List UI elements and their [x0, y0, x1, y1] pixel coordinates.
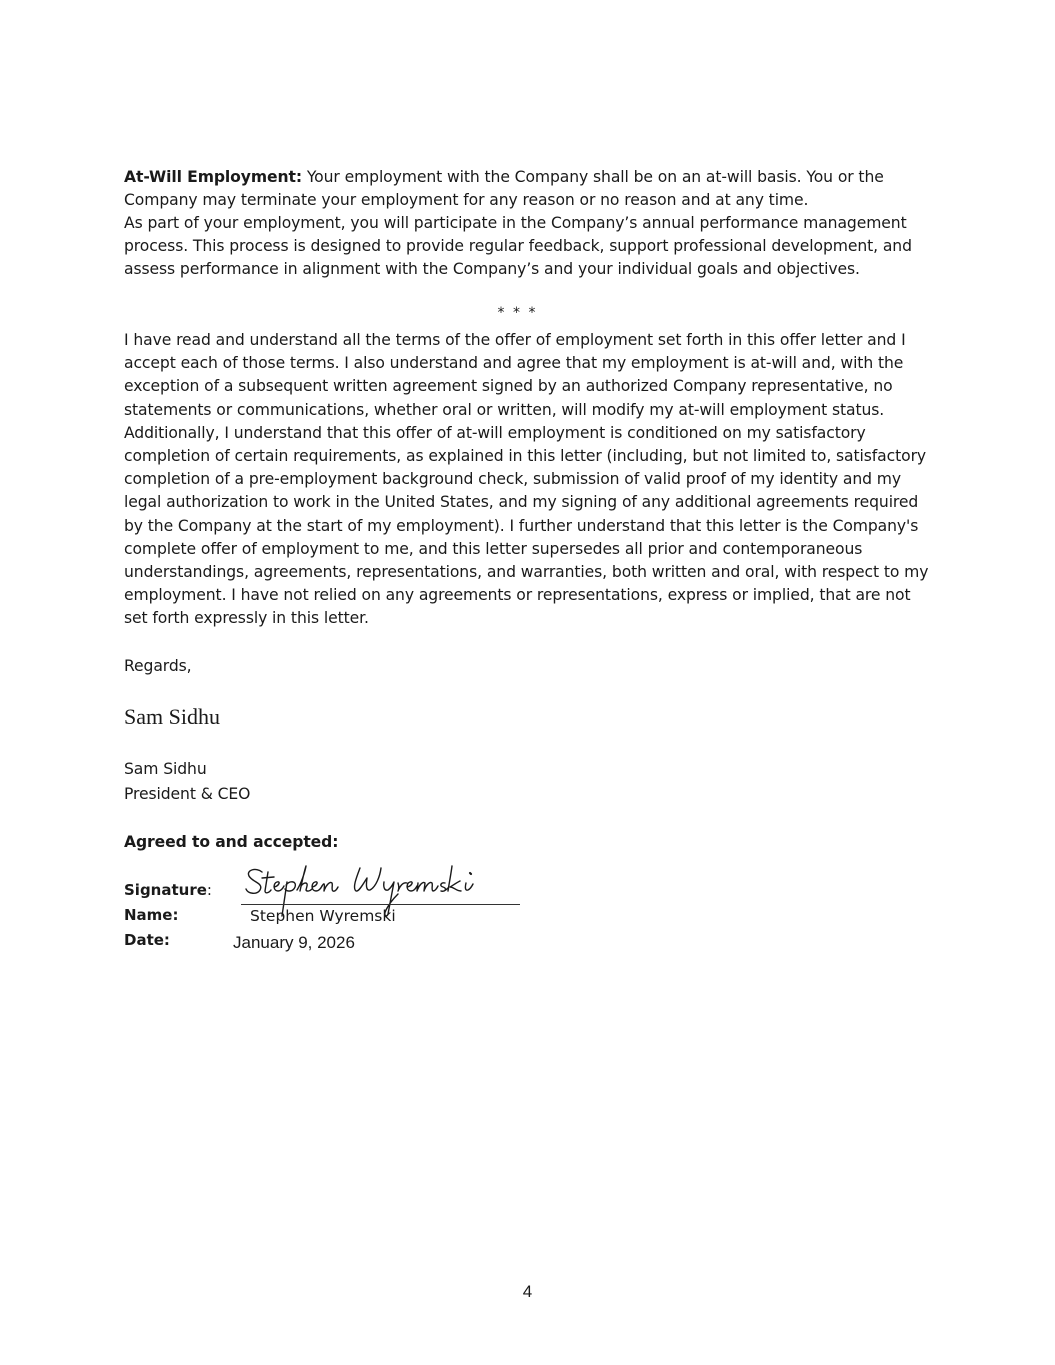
company-signature: Sam Sidhu: [124, 704, 220, 729]
acceptance-heading: Agreed to and accepted:: [124, 833, 339, 851]
at-will-heading: At-Will Employment:: [124, 168, 302, 186]
company-signer-name: Sam Sidhu: [124, 760, 207, 778]
section-separator: * * *: [497, 305, 538, 321]
company-signer-title: President & CEO: [124, 785, 251, 803]
date-value: January 9, 2026: [233, 933, 355, 952]
at-will-text: Your employment with the Company shall be on an at-will basis. You or the Company may terminate your employment for any reason or no reason and at any time.: [124, 168, 884, 210]
name-label: Name:: [124, 906, 179, 924]
closing: Regards,: [124, 657, 192, 675]
signature-label: [124, 881, 212, 899]
signature-label-colon: :: [206, 881, 212, 899]
employee-name: Stephen Wyremski: [250, 907, 396, 925]
page-number: 4: [522, 1282, 533, 1301]
signature-line: [241, 904, 520, 905]
acknowledgment-paragraph: I have read and understand all the terms of the offer of employment set forth in this offer letter and I accept each of those terms. I also understand and agree that my employment is at-will and, with the exception of a subsequent written agreement signed by an authorized Company representative, no statements or communications, whether oral or written, will modify my at-will employment status. Additionally, I understand that this offer of at-will employment is conditioned on my satisfactory completion of certain requirements, as explained in this letter (including, but not limited to, satisfactory completion of a pre-employment background check, submission of valid proof of my identity and my legal authorization to work in the United States, and my signing of any additional agreements required by the Company at the start of my employment). I further understand that this letter is the Company's complete offer of employment to me, and this letter supersedes all prior and contemporaneous understandings, agreements, representations, and warranties, both written and oral, with respect to my employment. I have not relied on any agreements or representations, express or implied, that are not set forth expressly in this letter.: [124, 331, 929, 628]
date-label: Date:: [124, 931, 170, 949]
performance-paragraph: As part of your employment, you will participate in the Company’s annual performance management process. This process is designed to provide regular feedback, support professional development, and assess performance in alignment with the Company’s and your individual goals and objectives.: [124, 214, 912, 279]
signature-label-text: Signature: [124, 881, 207, 899]
at-will-paragraph: [124, 166, 930, 212]
